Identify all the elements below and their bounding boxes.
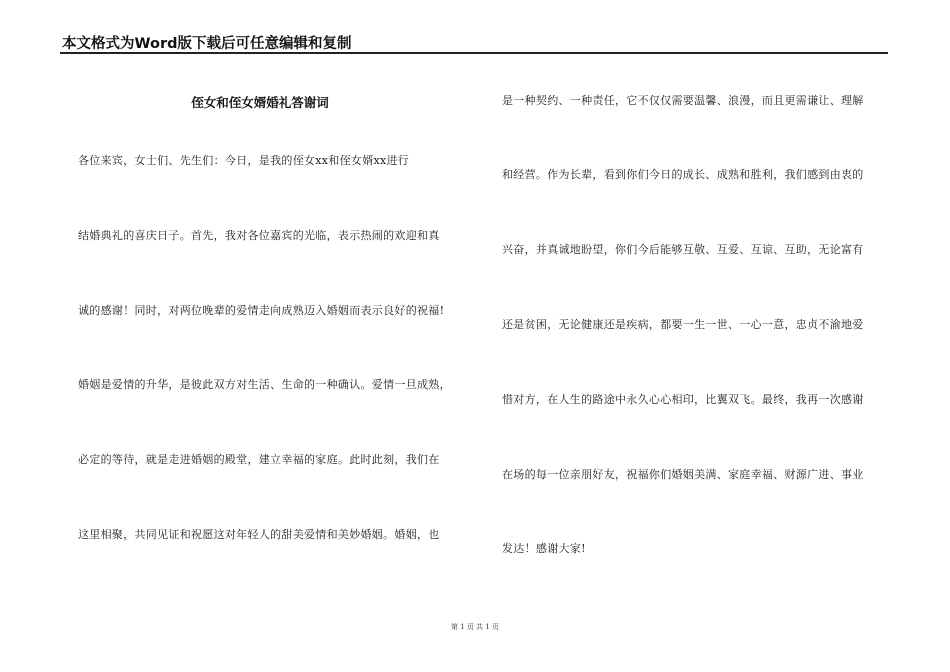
text-line: 各位来宾，女士们、先生们：今日，是我的侄女xx和侄女婿xx进行 [78,154,410,167]
text-line: 结婚典礼的喜庆日子。首先，我对各位嘉宾的光临，表示热闹的欢迎和真 [78,229,440,242]
text-line: 是一种契约、一种责任，它不仅仅需要温馨、浪漫，而且更需谦让、理解 [502,94,864,107]
document-title: 侄女和侄女婿婚礼答谢词 [191,95,329,110]
text-line: 这里相聚，共同见证和祝愿这对年轻人的甜美爱情和美妙婚姻。婚姻，也 [78,528,440,541]
text-line: 还是贫困，无论健康还是疾病，都要一生一世、一心一意，忠贞不渝地爱 [502,318,864,331]
document-header: 本文格式为Word版下载后可任意编辑和复制 [62,36,352,52]
header-divider [60,52,888,54]
text-line: 必定的等待，就是走进婚姻的殿堂，建立幸福的家庭。此时此刻，我们在 [78,453,440,466]
text-line: 和经营。作为长辈，看到你们今日的成长、成熟和胜利，我们感到由衷的 [502,168,864,181]
text-line: 婚姻是爱情的升华，是彼此双方对生活、生命的一种确认。爱情一旦成熟， [78,378,451,391]
text-line: 兴奋，并真诚地盼望，你们今后能够互敬、互爱、互谅、互助，无论富有 [502,243,864,256]
text-line: 诚的感谢！同时，对两位晚辈的爱情走向成熟迈入婚姻而表示良好的祝福! [78,304,445,317]
text-line: 惜对方，在人生的路途中永久心心相印，比翼双飞。最终，我再一次感谢 [502,393,864,406]
text-line: 在场的每一位亲朋好友，祝福你们婚姻美满、家庭幸福、财源广进、事业 [502,468,864,481]
text-line: 发达！感谢大家! [502,542,586,555]
page-number: 第 1 页 共 1 页 [450,623,500,631]
